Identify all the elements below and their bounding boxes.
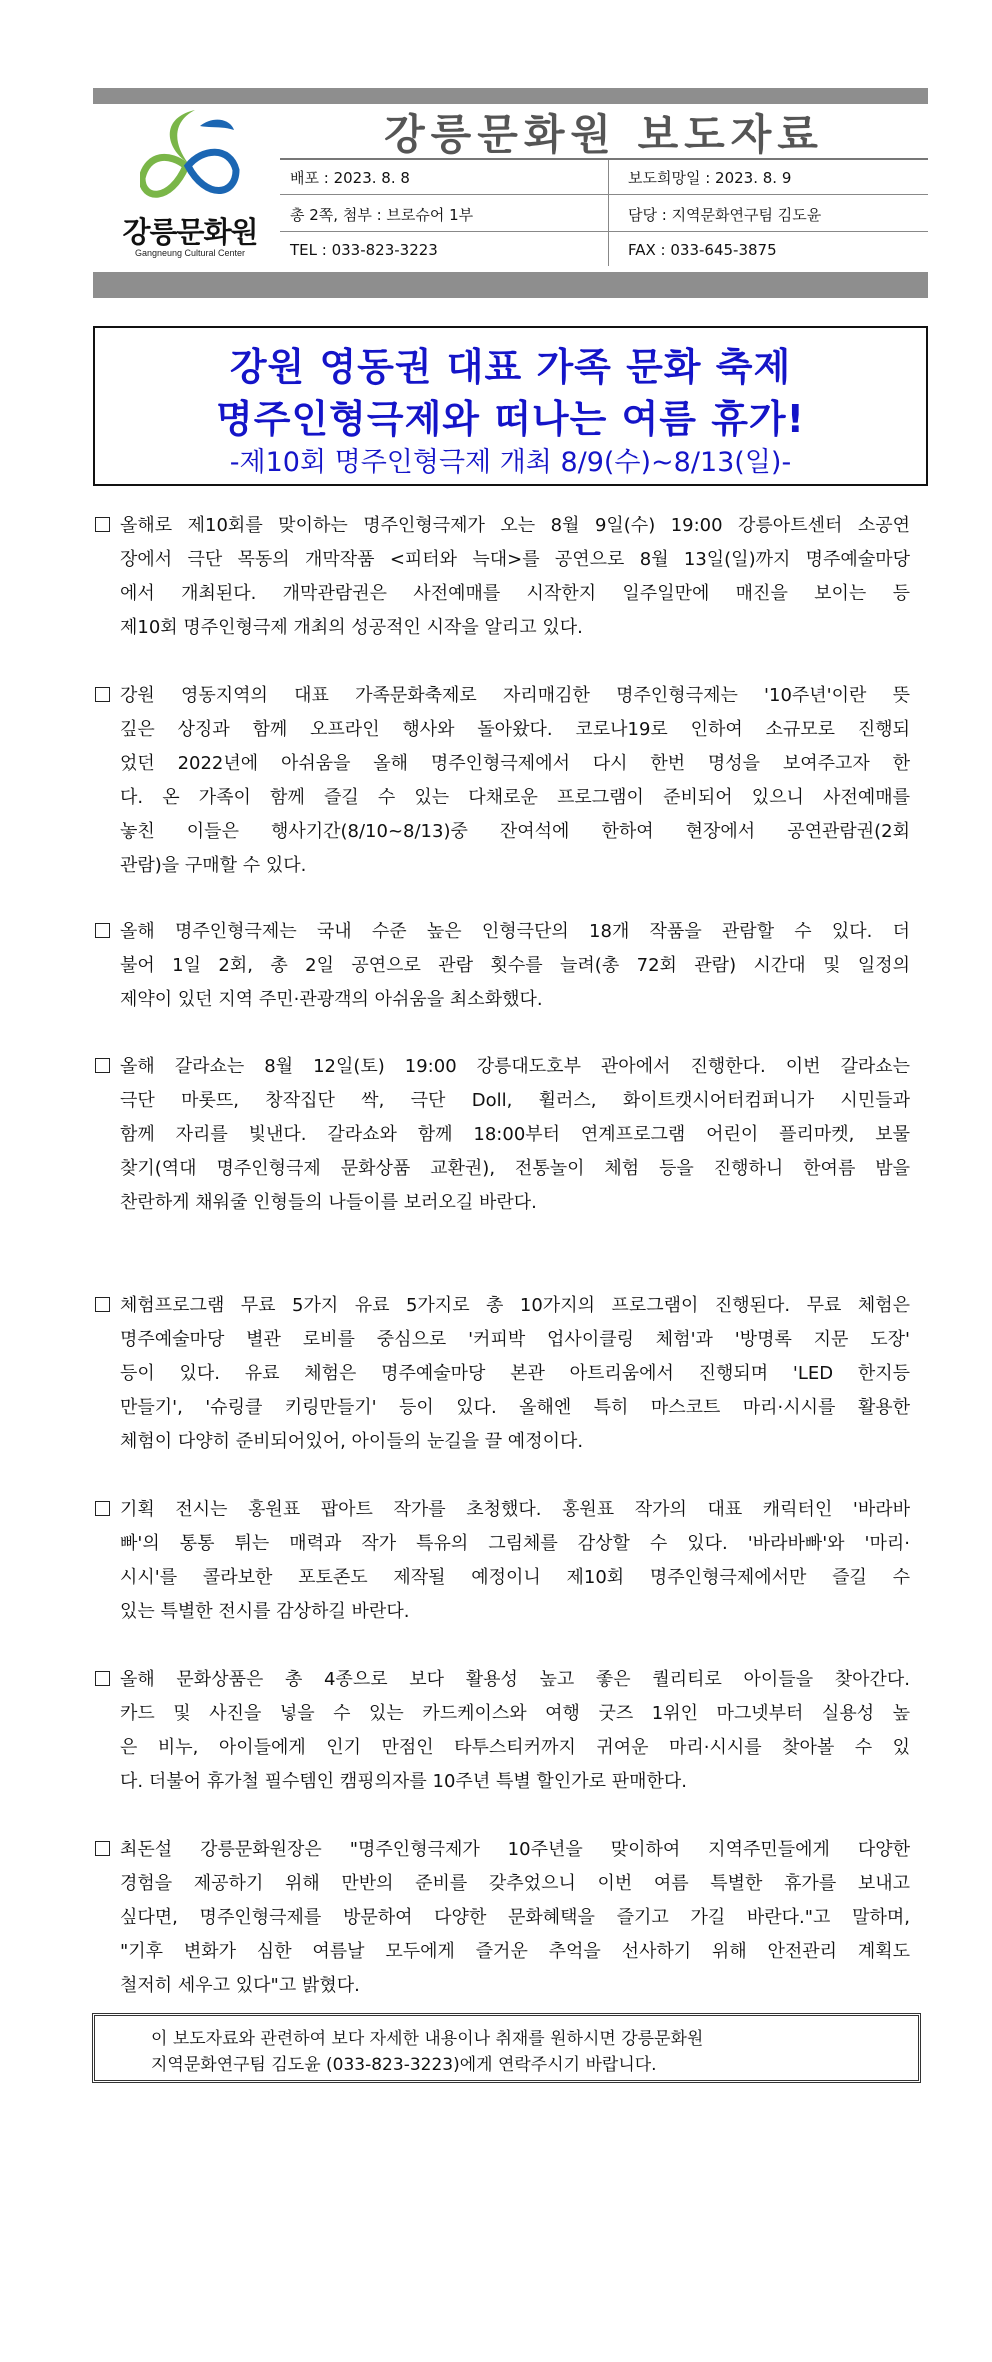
paragraph-line: 명주예술마당 별관 로비를 중심으로 '커피박 업사이클링 체험'과 '방명록 지문 도장' — [120, 1329, 910, 1350]
paragraph-line: 제약이 있던 지역 주민·관광객의 아쉬움을 최소화했다. — [120, 989, 543, 1010]
org-name: 강릉문화원 — [122, 215, 258, 249]
paragraph-line: 싶다면, 명주인형극제를 방문하여 다양한 문화혜택을 즐기고 가길 바란다."고 말하며, — [120, 1907, 910, 1928]
requested-release-date: 보도희망일 : 2023. 8. 9 — [628, 169, 792, 187]
paragraph-line: 놓친 이들은 행사기간(8/10~8/13)중 잔여석에 한하여 현장에서 공연관람권(2회 — [120, 821, 910, 842]
paragraph-line: 함께 자리를 빛낸다. 갈라쇼와 함께 18:00부터 연계프로그램 어린이 플리마켓, 보물 — [120, 1124, 910, 1145]
paragraph-line: 있는 특별한 전시를 감상하길 바란다. — [120, 1601, 410, 1622]
headline-event-dates: -제10회 명주인형극제 개최 8/9(수)~8/13(일)- — [229, 447, 792, 478]
paragraph-line: 올해 문화상품은 총 4종으로 보다 활용성 높고 좋은 퀄리티로 아이들을 찾아간다. — [120, 1669, 910, 1690]
checkbox-bullet-icon — [95, 1501, 110, 1516]
header-divider — [280, 231, 928, 232]
paragraph-line: 체험프로그램 무료 5가지 유료 5가지로 총 10가지의 프로그램이 진행된다. 무료 체험은 — [120, 1295, 910, 1316]
headline-box — [93, 326, 928, 486]
checkbox-bullet-icon — [95, 1297, 110, 1312]
paragraph-line: 체험이 다양히 준비되어있어, 아이들의 눈길을 끌 예정이다. — [120, 1431, 584, 1452]
distribution-date: 배포 : 2023. 8. 8 — [290, 169, 410, 187]
checkbox-bullet-icon — [95, 1841, 110, 1856]
contact-person: 담당 : 지역문화연구팀 김도윤 — [628, 206, 822, 224]
header-bottom-bar — [93, 272, 928, 298]
paragraph-line: 불어 1일 2회, 총 2일 공연으로 관람 횟수를 늘려(총 72회 관람) 시간대 및 일정의 — [120, 955, 910, 976]
tel-number: TEL : 033-823-3223 — [290, 241, 438, 259]
org-logo — [110, 108, 270, 268]
checkbox-bullet-icon — [95, 1671, 110, 1686]
checkbox-bullet-icon — [95, 923, 110, 938]
leaf-logo-icon — [140, 108, 240, 208]
headline-title: 강원 영동권 대표 가족 문화 축제 — [229, 345, 792, 389]
paragraph-line: 카드 및 사진을 넣을 수 있는 카드케이스와 여행 굿즈 1위인 마그넷부터 실용성 높 — [120, 1703, 910, 1724]
contact-note-box — [92, 2013, 921, 2083]
contact-note-line: 지역문화연구팀 김도윤 (033-823-3223)에게 연락주시기 바랍니다. — [151, 2055, 657, 2075]
paragraph-line: 장에서 극단 목동의 개막작품 <피터와 늑대>를 공연으로 8월 13일(일)까지 명주예술마당 — [120, 549, 910, 570]
paragraph-line: "기후 변화가 심한 여름날 모두에게 즐거운 추억을 선사하기 위해 안전관리 계획도 — [120, 1941, 910, 1962]
paragraph-line: 에서 개최된다. 개막관람권은 사전예매를 시작한지 일주일만에 매진을 보이는 등 — [120, 583, 910, 604]
headline-subtitle: 명주인형극제와 떠나는 여름 휴가! — [216, 397, 805, 441]
fax-number: FAX : 033-645-3875 — [628, 241, 777, 259]
paragraph-line: 철저히 세우고 있다"고 밝혔다. — [120, 1975, 360, 1996]
page-count: 총 2쪽, 첨부 : 브로슈어 1부 — [290, 206, 474, 224]
paragraph-line: 강원 영동지역의 대표 가족문화축제로 자리매김한 명주인형극제는 '10주년'이란 뜻 — [120, 685, 910, 706]
checkbox-bullet-icon — [95, 1058, 110, 1073]
paragraph-line: 올해 명주인형극제는 국내 수준 높은 인형극단의 18개 작품을 관람할 수 있다. 더 — [120, 921, 910, 942]
paragraph-line: 만들기', '슈링클 키링만들기' 등이 있다. 올해엔 특히 마스코트 마리·시시를 활용한 — [120, 1397, 910, 1418]
paragraph-line: 빠'의 통통 튀는 매력과 작가 특유의 그림체를 감상할 수 있다. '바라바빠'와 '마리· — [120, 1533, 910, 1554]
paragraph-line: 최돈설 강릉문화원장은 "명주인형극제가 10주년을 맞이하여 지역주민들에게 다양한 — [120, 1839, 910, 1860]
header-divider — [280, 158, 928, 160]
paragraph-line: 올해 갈라쇼는 8월 12일(토) 19:00 강릉대도호부 관아에서 진행한다. 이번 갈라쇼는 — [120, 1056, 910, 1077]
paragraph-line: 은 비누, 아이들에게 인기 만점인 타투스티커까지 귀여운 마리·시시를 찾아볼 수 있 — [120, 1737, 910, 1758]
paragraph-line: 제10회 명주인형극제 개최의 성공적인 시작을 알리고 있다. — [120, 617, 583, 638]
paragraph-line: 올해로 제10회를 맞이하는 명주인형극제가 오는 8월 9일(수) 19:00 강릉아트센터 소공연 — [120, 515, 910, 536]
paragraph-line: 깊은 상징과 함께 오프라인 행사와 돌아왔다. 코로나19로 인하여 소규모로 진행되 — [120, 719, 910, 740]
paragraph-line: 관람)을 구매할 수 있다. — [120, 855, 307, 876]
paragraph-line: 시시'를 콜라보한 포토존도 제작될 예정이니 제10회 명주인형극제에서만 즐길 수 — [120, 1567, 910, 1588]
paragraph-line: 경험을 제공하기 위해 만반의 준비를 갖추었으니 이번 여름 특별한 휴가를 보내고 — [120, 1873, 910, 1894]
paragraph-line: 찾기(역대 명주인형극제 문화상품 교환권), 전통놀이 체험 등을 진행하니 한여름 밤을 — [120, 1158, 910, 1179]
org-name-english: Gangneung Cultural Center — [134, 248, 246, 258]
paragraph-line: 극단 마롯뜨, 창작집단 싹, 극단 Doll, 휠러스, 화이트캣시어터컴퍼니가 시민들과 — [120, 1090, 910, 1111]
paragraph-line: 다. 온 가족이 함께 즐길 수 있는 다채로운 프로그램이 준비되어 있으니 사전예매를 — [120, 787, 910, 808]
checkbox-bullet-icon — [95, 517, 110, 532]
paragraph-line: 찬란하게 채워줄 인형들의 나들이를 보러오길 바란다. — [120, 1192, 537, 1213]
contact-note-line: 이 보도자료와 관련하여 보다 자세한 내용이나 취재를 원하시면 강릉문화원 — [151, 2029, 704, 2049]
paragraph-line: 다. 더불어 휴가철 필수템인 캠핑의자를 10주년 특별 할인가로 판매한다. — [120, 1771, 687, 1792]
paragraph-line: 등이 있다. 유료 체험은 명주예술마당 본관 아트리움에서 진행되며 'LED 한지등 — [120, 1363, 910, 1384]
header-column-divider — [608, 160, 609, 266]
checkbox-bullet-icon — [95, 687, 110, 702]
paragraph-line: 었던 2022년에 아쉬움을 올해 명주인형극제에서 다시 한번 명성을 보여주고자 한 — [120, 753, 910, 774]
paragraph-line: 기획 전시는 홍원표 팝아트 작가를 초청했다. 홍원표 작가의 대표 캐릭터인 '바라바 — [120, 1499, 910, 1520]
header-divider — [280, 194, 928, 195]
document-title: 강릉문화원 보도자료 — [384, 110, 824, 159]
